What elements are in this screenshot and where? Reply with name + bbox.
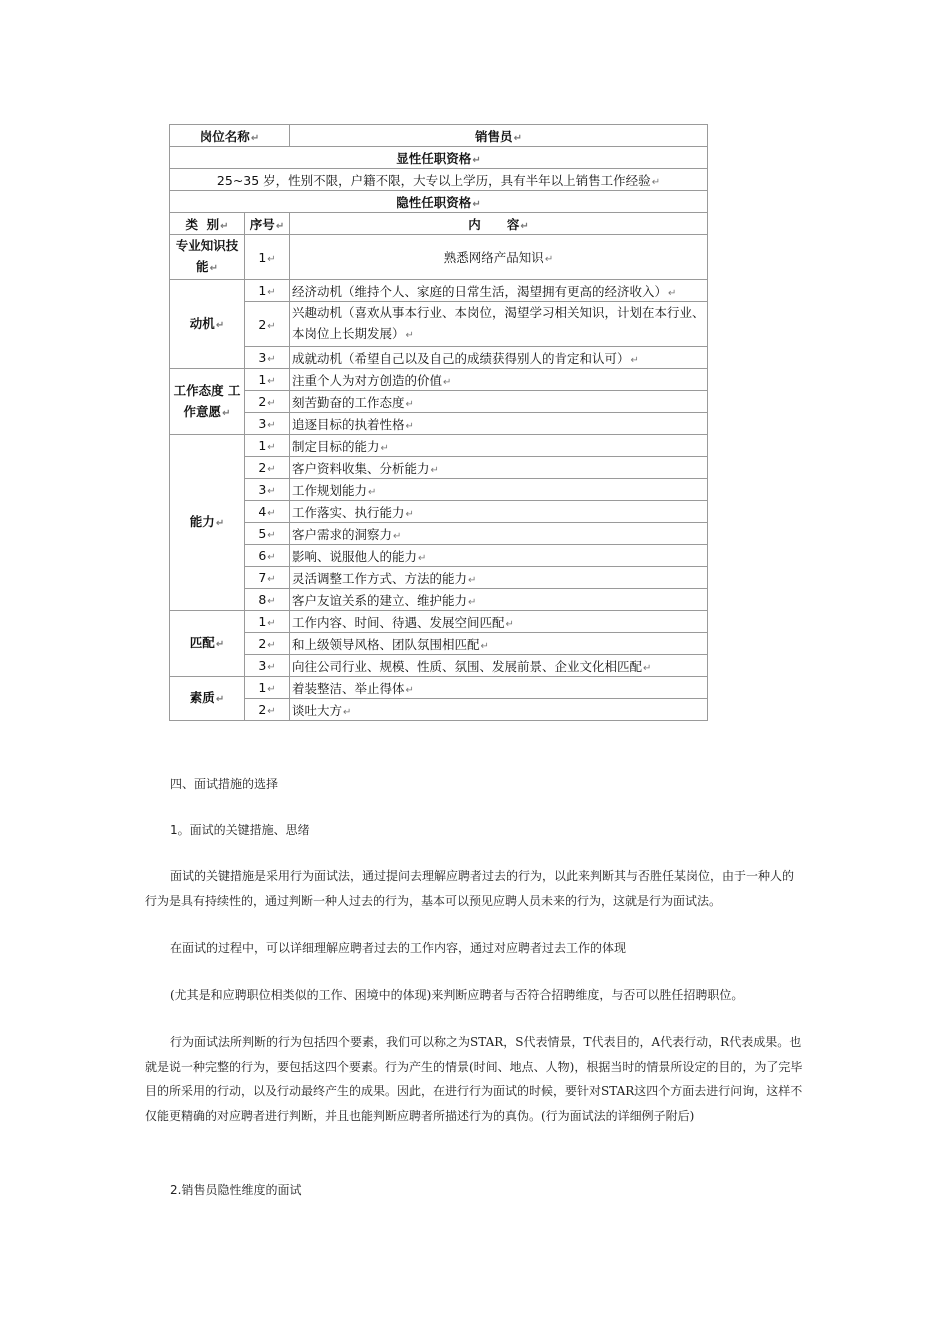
seq-cell: 2↵ [245, 391, 290, 413]
content-cell: 注重个人为对方创造的价值↵ [290, 369, 708, 391]
content-text: 熟悉网络产品知识 [443, 250, 544, 265]
seq-number: 5 [258, 526, 267, 541]
explicit-text: 25~35 岁，性别不限，户籍不限，大专以上学历，具有半年以上销售工作经验 [216, 172, 651, 188]
category-cell: 动机↵ [170, 280, 245, 369]
table-row [170, 191, 708, 213]
seq-number: 1 [258, 614, 267, 629]
explicit-header-cell: 显性任职资格↵ [170, 147, 708, 169]
content-text: 灵活调整工作方式、方法的能力 [292, 570, 468, 586]
table-row [170, 302, 708, 347]
table-row [170, 567, 708, 589]
seq-number: 8 [258, 592, 267, 607]
subsection-title [145, 1178, 805, 1203]
content-text: 刻苦勤奋的工作态度 [292, 394, 405, 410]
seq-col-label: 序号 [249, 216, 275, 232]
seq-number: 3 [258, 658, 267, 673]
content-text: 成就动机（希望自己以及自己的成绩获得别人的肯定和认可） [292, 350, 630, 366]
section4-title: 四、面试措施的选择 [170, 777, 279, 791]
seq-cell: 7↵ [245, 567, 290, 589]
seq-number: 2 [258, 316, 267, 332]
seq-number: 1 [258, 283, 267, 298]
table-row [170, 501, 708, 523]
content-cell: 兴趣动机（喜欢从事本行业、本岗位，渴望学习相关知识，计划在本行业、本岗位上长期发展）↵ [290, 302, 708, 347]
seq-cell: 3↵ [245, 413, 290, 435]
seq-cell: 1↵ [245, 369, 290, 391]
seq-cell: 2↵ [245, 633, 290, 655]
seq-cell: 3↵ [245, 347, 290, 369]
seq-cell: 2↵ [245, 457, 290, 479]
seq-cell: 2↵ [245, 699, 290, 721]
content-cell: 着装整洁、举止得体↵ [290, 677, 708, 699]
content-text: 客户需求的洞察力 [292, 526, 393, 542]
table-header-row [170, 213, 708, 235]
position-label-cell: 岗位名称↵ [170, 125, 290, 147]
seq-col-header: 序号↵ [245, 213, 290, 235]
content-text: 客户资料收集、分析能力 [292, 460, 430, 476]
table-row [170, 457, 708, 479]
category-label: 专业知识技能 [175, 238, 239, 274]
content-cell: 客户资料收集、分析能力↵ [290, 457, 708, 479]
category-label: 工作态度 工作意愿 [173, 382, 241, 419]
content-text: 经济动机（维持个人、家庭的日常生活，渴望拥有更高的经济收入） [292, 283, 668, 299]
category-cell: 工作态度 工作意愿↵ [170, 369, 245, 435]
table-row [170, 589, 708, 611]
seq-number: 2 [258, 702, 267, 717]
content-cell: 工作内容、时间、待遇、发展空间匹配↵ [290, 611, 708, 633]
table-row [170, 699, 708, 721]
paragraph: 行为面试法所判断的行为包括四个要素，我们可以称之为STAR，S代表情景，T代表目的，A代表行动，R代表成果。也就是说一种完整的行为，要包括这四个要素。行为产生的情景(时间、地点、人物)，根据当时的情景所设定的目的，为了完毕目的所采用的行动，以及行动最终产生的成果。因此，在进行行为面试的时候，要针对STAR这四个方面去进行问询，这样不仅能更精确的对应聘者进行判断，并且也能判断应聘者所描述行为的真伪。(行为面试法的详细例子附后) [145, 1035, 803, 1123]
seq-number: 2 [258, 394, 267, 409]
content-cell: 和上级领导风格、团队氛围相匹配↵ [290, 633, 708, 655]
table-row [170, 235, 708, 280]
content-text: 向往公司行业、规模、性质、氛围、发展前景、企业文化相匹配 [292, 658, 643, 674]
paragraph: (尤其是和应聘职位相类似的工作、困境中的体现)来判断应聘者与否符合招聘维度，与否可以胜任招聘职位。 [170, 988, 744, 1002]
table-row [170, 391, 708, 413]
table-row [170, 125, 708, 147]
content-cell: 刻苦勤奋的工作态度↵ [290, 391, 708, 413]
content-text: 兴趣动机（喜欢从事本行业、本岗位，渴望学习相关知识，计划在本行业、本岗位上长期发展） [292, 305, 705, 341]
table-row [170, 435, 708, 457]
content-cell: 工作落实、执行能力↵ [290, 501, 708, 523]
position-label: 岗位名称 [199, 128, 250, 144]
category-label: 能力 [189, 514, 215, 529]
table-row [170, 523, 708, 545]
content-cell: 影响、说服他人的能力↵ [290, 545, 708, 567]
table-row [170, 147, 708, 169]
category-col-header: 类 别↵ [170, 213, 245, 235]
content-cell: 熟悉网络产品知识↵ [290, 235, 708, 280]
explicit-header: 显性任职资格 [396, 150, 472, 166]
content-cell: 客户需求的洞察力↵ [290, 523, 708, 545]
paragraph: 在面试的过程中，可以详细理解应聘者过去的工作内容，通过对应聘者过去工作的体现 [170, 941, 627, 955]
content-cell: 客户友谊关系的建立、维护能力↵ [290, 589, 708, 611]
seq-cell: 6↵ [245, 545, 290, 567]
seq-number: 3 [258, 482, 267, 497]
table-body [170, 235, 708, 721]
implicit-header: 隐性任职资格 [396, 194, 472, 210]
seq-cell: 1↵ [245, 280, 290, 302]
qualification-table [169, 124, 708, 721]
seq-cell: 3↵ [245, 479, 290, 501]
category-cell: 专业知识技能↵ [170, 235, 245, 280]
table-row [170, 633, 708, 655]
content-col-label: 内 容 [468, 216, 520, 232]
seq-cell: 2↵ [245, 302, 290, 347]
seq-number: 3 [258, 416, 267, 431]
sub2-title: 2.销售员隐性维度的面试 [170, 1183, 302, 1197]
category-cell: 匹配↵ [170, 611, 245, 677]
content-text: 注重个人为对方创造的价值 [292, 372, 443, 388]
position-value-cell: 销售员↵ [290, 125, 708, 147]
seq-number: 1 [258, 372, 267, 387]
seq-number: 1 [258, 249, 267, 265]
table-row [170, 413, 708, 435]
content-cell: 谈吐大方↵ [290, 699, 708, 721]
table-row [170, 169, 708, 191]
section-title [145, 772, 805, 797]
content-text: 着装整洁、举止得体 [292, 680, 405, 696]
table-row [170, 677, 708, 699]
content-cell: 制定目标的能力↵ [290, 435, 708, 457]
content-cell: 向往公司行业、规模、性质、氛围、发展前景、企业文化相匹配↵ [290, 655, 708, 677]
content-text: 制定目标的能力 [292, 438, 380, 454]
table-row [170, 479, 708, 501]
sub1-title: 1。面试的关键措施、思绪 [170, 823, 310, 837]
seq-cell: 1↵ [245, 435, 290, 457]
table-row [170, 369, 708, 391]
seq-cell: 3↵ [245, 655, 290, 677]
table-row [170, 611, 708, 633]
seq-number: 6 [258, 548, 267, 563]
seq-cell: 8↵ [245, 589, 290, 611]
job-qualification-table [169, 124, 707, 716]
seq-cell: 5↵ [245, 523, 290, 545]
explicit-text-cell: 25~35 岁，性别不限，户籍不限，大专以上学历，具有半年以上销售工作经验↵ [170, 169, 708, 191]
content-text: 和上级领导风格、团队氛围相匹配 [292, 636, 480, 652]
seq-cell: 1↵ [245, 677, 290, 699]
content-cell: 灵活调整工作方式、方法的能力↵ [290, 567, 708, 589]
content-cell: 成就动机（希望自己以及自己的成绩获得别人的肯定和认可）↵ [290, 347, 708, 369]
seq-number: 3 [258, 350, 267, 365]
content-text: 客户友谊关系的建立、维护能力 [292, 592, 468, 608]
seq-cell: 1↵ [245, 235, 290, 280]
content-text: 追逐目标的执着性格 [292, 416, 405, 432]
category-label: 动机 [189, 315, 215, 331]
implicit-header-cell: 隐性任职资格↵ [170, 191, 708, 213]
content-text: 工作内容、时间、待遇、发展空间匹配 [292, 614, 505, 630]
content-text: 影响、说服他人的能力 [292, 548, 418, 564]
table-row [170, 655, 708, 677]
table-row [170, 280, 708, 302]
content-text: 工作落实、执行能力 [292, 504, 405, 520]
paragraph: 面试的关键措施是采用行为面试法，通过提问去理解应聘者过去的行为，以此来判断其与否胜任某岗位，由于一种人的行为是具有持续性的，通过判断一种人过去的行为，基本可以预见应聘人员未来的行为，这就是行为面试法。 [145, 869, 795, 908]
seq-cell: 4↵ [245, 501, 290, 523]
seq-number: 7 [258, 570, 267, 585]
content-cell: 追逐目标的执着性格↵ [290, 413, 708, 435]
category-cell: 能力↵ [170, 435, 245, 611]
category-label: 素质 [189, 690, 215, 705]
table-row [170, 347, 708, 369]
content-cell: 工作规划能力↵ [290, 479, 708, 501]
content-col-header: 内 容↵ [290, 213, 708, 235]
seq-number: 1 [258, 438, 267, 453]
category-cell: 素质↵ [170, 677, 245, 721]
seq-number: 2 [258, 636, 267, 651]
category-label: 匹配 [189, 635, 215, 650]
content-cell: 经济动机（维持个人、家庭的日常生活，渴望拥有更高的经济收入）↵ [290, 280, 708, 302]
category-col-label: 类 别 [185, 216, 220, 232]
seq-number: 2 [258, 460, 267, 475]
table-row [170, 545, 708, 567]
seq-number: 1 [258, 680, 267, 695]
seq-number: 4 [258, 504, 267, 519]
subsection-title [145, 818, 805, 843]
content-text: 谈吐大方 [292, 702, 343, 718]
seq-cell: 1↵ [245, 611, 290, 633]
position-value: 销售员 [475, 128, 513, 144]
content-text: 工作规划能力 [292, 482, 368, 498]
